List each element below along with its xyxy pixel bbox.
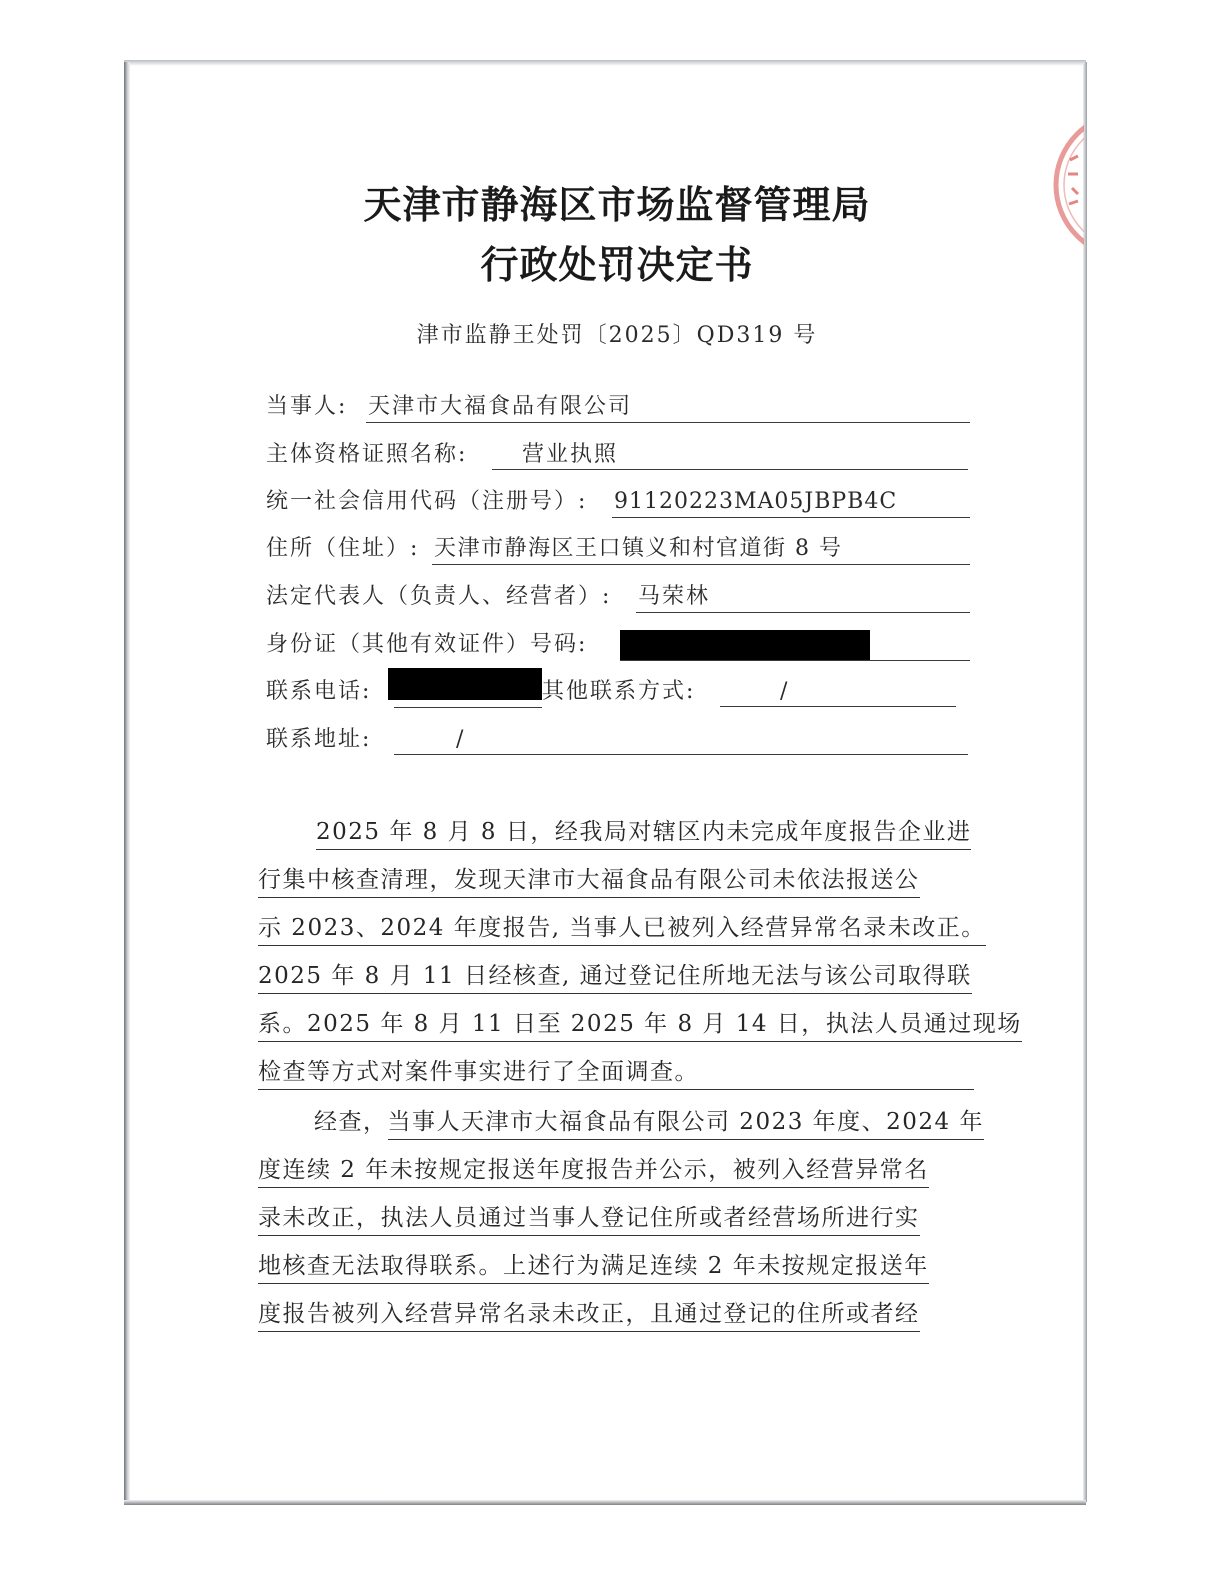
paragraph-line: 2025 年 8 月 8 日，经我局对辖区内未完成年度报告企业进 bbox=[316, 816, 971, 850]
paragraph-line: 地核查无法取得联系。上述行为满足连续 2 年未按规定报送年 bbox=[258, 1250, 929, 1284]
paragraph-line: 2025 年 8 月 11 日经核查, 通过登记住所地无法与该公司取得联 bbox=[258, 960, 972, 994]
document-title-authority: 天津市静海区市场监督管理局 bbox=[363, 182, 871, 227]
license-name-label: 主体资格证照名称: bbox=[266, 442, 468, 467]
scan-edge-bottom bbox=[124, 1500, 1086, 1505]
scan-edge-right bbox=[1083, 62, 1087, 1502]
contact-address-label: 联系地址: bbox=[266, 727, 372, 752]
paragraph-lead: 经查， bbox=[314, 1109, 388, 1135]
document-title-type: 行政处罚决定书 bbox=[480, 242, 754, 287]
official-seal-stamp bbox=[1048, 104, 1084, 266]
paragraph-line: 系。2025 年 8 月 11 日至 2025 年 8 月 14 日，执法人员通过现场 bbox=[258, 1008, 1022, 1042]
party-value: 天津市大福食品有限公司 bbox=[366, 392, 970, 423]
paragraph-line: 检查等方式对案件事实进行了全面调查。 bbox=[258, 1056, 974, 1090]
credit-code-label: 统一社会信用代码（注册号）: bbox=[266, 489, 588, 514]
other-contact-value: / bbox=[720, 677, 956, 707]
paragraph-line: 度报告被列入经营异常名录未改正，且通过登记的住所或者经 bbox=[258, 1298, 920, 1332]
address-value: 天津市静海区王口镇义和村官道街 8 号 bbox=[432, 534, 970, 565]
credit-code-value: 91120223MA05JBPB4C bbox=[612, 487, 970, 518]
legal-rep-label: 法定代表人（负责人、经营者）: bbox=[266, 584, 612, 609]
other-contact-label: 其他联系方式: bbox=[542, 679, 696, 704]
paragraph-line: 度连续 2 年未按规定报送年度报告并公示，被列入经营异常名 bbox=[258, 1154, 929, 1188]
phone-label: 联系电话: bbox=[266, 679, 372, 704]
paragraph-line: 经查，当事人天津市大福食品有限公司 2023 年度、2024 年 bbox=[314, 1106, 984, 1140]
redaction-phone bbox=[388, 668, 542, 700]
address-label: 住所（住址）: bbox=[266, 536, 420, 561]
contact-address-value: / bbox=[394, 725, 968, 755]
paragraph-line: 示 2023、2024 年度报告, 当事人已被列入经营异常名录未改正。 bbox=[258, 912, 986, 946]
redaction-id-number bbox=[620, 630, 870, 660]
document-number: 津市监静王处罚〔2025〕QD319 号 bbox=[416, 323, 818, 348]
paragraph-line: 行集中核查清理，发现天津市大福食品有限公司未依法报送公 bbox=[258, 864, 920, 898]
license-name-value: 营业执照 bbox=[492, 440, 968, 470]
party-label: 当事人: bbox=[266, 394, 348, 419]
paragraph-line: 录未改正，执法人员通过当事人登记住所或者经营场所进行实 bbox=[258, 1202, 920, 1236]
id-number-label: 身份证（其他有效证件）号码: bbox=[266, 632, 588, 657]
legal-rep-value: 马荣林 bbox=[636, 582, 970, 613]
